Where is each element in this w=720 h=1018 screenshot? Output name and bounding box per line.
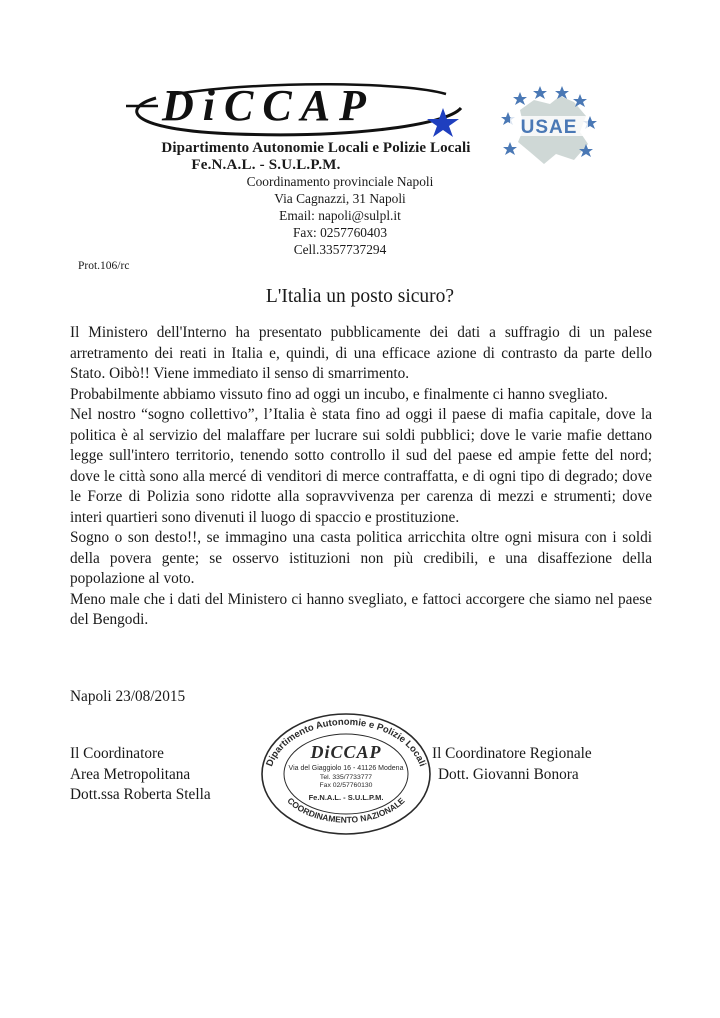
stamp-graphic: [257, 708, 435, 838]
contact-address: Via Cagnazzi, 31 Napoli: [274, 191, 406, 206]
stamp-center: DiCCAP: [310, 742, 382, 762]
paragraph: Probabilmente abbiamo vissuto fino ad oggi un incubo, e finalmente ci hanno svegliato.: [70, 385, 608, 403]
signature-left-name: Dott.ssa Roberta Stella: [70, 786, 211, 803]
paragraph: Nel nostro “sogno collettivo”, l’Italia è stata fino ad oggi il paese di mafia capitale, dove la politica è al servizio del malaffare per lucrare sui soldi pubblici; dove le varie mafie dettano legge sull'intero territorio, tenendo sotto controllo il sud del paese ed ampie fette del nord; dove le città sono alla mercé di venditori di merce contraffatta, e di ogni tipo di degrado; dove le Forze di Polizia sono ridotte alla sopravvivenza per carenza di mezzi e strumenti; dove interi quartieri sono divenuti il luogo di spaccio e prostituzione.: [70, 406, 652, 526]
stamp-tel: Tel. 335/7733777: [319, 774, 373, 781]
signature-right-role: Il Coordinatore Regionale: [432, 745, 592, 762]
stamp-top-arc: Dipartimento Autonomie e Polizie Locali: [264, 716, 428, 769]
contact-email: Email: napoli@sulpl.it: [279, 208, 401, 223]
stamp-union: Fe.N.A.L. - S.U.L.P.M.: [308, 793, 384, 802]
stamp-address: Via del Giaggiolo 16 - 41126 Modena: [288, 765, 404, 772]
signature-right-name: Dott. Giovanni Bonora: [438, 765, 579, 783]
letter-body: [70, 323, 652, 631]
signature-right: [432, 744, 592, 785]
usae-logo: [500, 82, 598, 172]
official-stamp: [257, 708, 435, 838]
department-subtitle: Fe.N.A.L. - S.U.L.P.M.: [191, 157, 341, 173]
contact-fax: Fax: 0257760403: [292, 225, 388, 240]
logo-text: DiCCAP: [162, 81, 375, 130]
document-title: L'Italia un posto sicuro?: [265, 286, 455, 307]
letter-date: Napoli 23/08/2015: [70, 688, 186, 705]
europe-map-icon: [500, 82, 598, 172]
stamp-bottom-arc: COORDINAMENTO NAZIONALE: [285, 795, 407, 825]
usae-text: USAE: [520, 117, 578, 138]
signature-left-area: Area Metropolitana: [70, 765, 191, 783]
signature-left-role: Il Coordinatore: [70, 745, 164, 762]
contact-cell: Cell.3357737294: [293, 242, 387, 257]
paragraph: Sogno o son desto!!, se immagino una casta politica arricchita oltre ogni misura con i soldi della povera gente; se osservo istituzioni non più credibili, e una disaffezione della popolazione al voto.: [70, 529, 652, 587]
protocol-number: Prot.106/rc: [78, 260, 130, 272]
contact-block: [220, 173, 460, 258]
diccap-logo: [116, 68, 476, 148]
paragraph: Meno male che i dati del Ministero ci hanno svegliato, e fattoci accorgere che siamo nel paese del Bengodi.: [70, 590, 652, 628]
department-title: Dipartimento Autonomie Locali e Polizie Locali: [161, 140, 471, 156]
stamp-fax: Fax 02/57760130: [319, 782, 373, 789]
signature-left: [70, 744, 211, 806]
paragraph: Il Ministero dell'Interno ha presentato pubblicamente dei dati a suffragio di un palese arretramento dei reati in Italia e, quindi, di una efficace azione di contrasto da parte dello Stato. Oibò!! Viene immediato il senso di smarrimento.: [70, 324, 652, 382]
contact-office: Coordinamento provinciale Napoli: [246, 174, 434, 189]
diccap-logo-graphic: [116, 68, 476, 148]
